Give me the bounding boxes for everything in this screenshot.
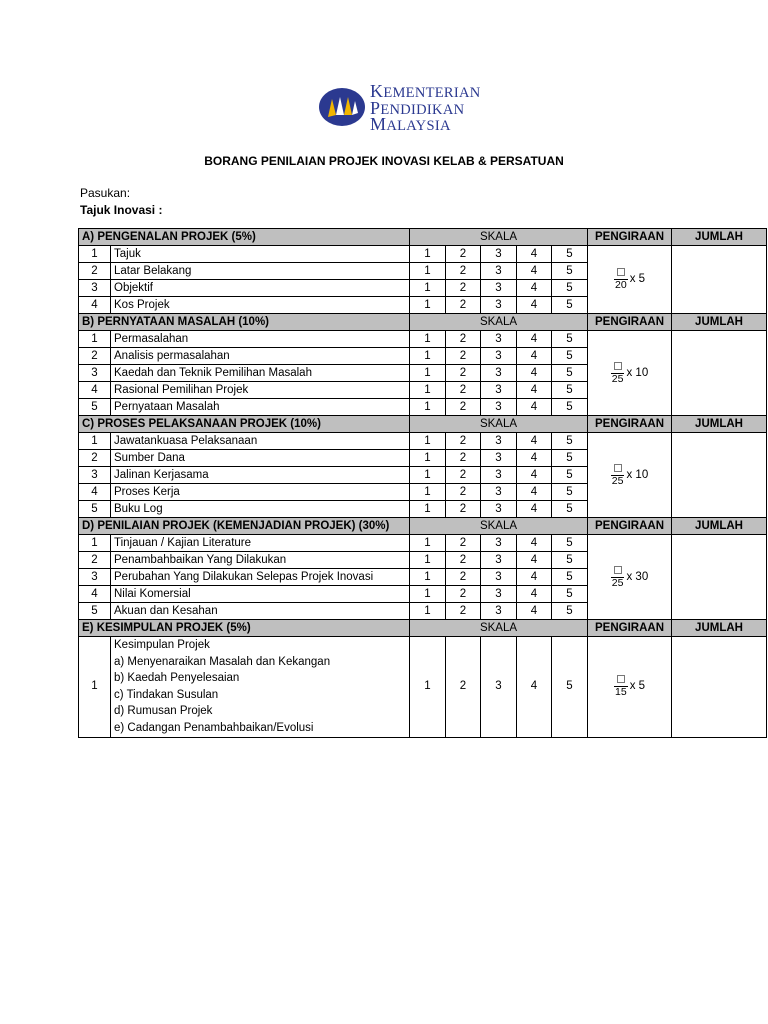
calculation-cell [588,331,672,416]
weight-multiplier: x 5 [629,680,646,693]
conclusion-item: e) Cadangan Penambahbaikan/Evolusi [114,721,314,734]
form-title: BORANG PENILAIAN PROJEK INOVASI KELAB & PERSATUAN [204,154,564,168]
scale-header: SKALA [410,620,588,637]
section-title: A) PENGENALAN PROJEK (5%) [79,229,410,246]
scale-option[interactable]: 4 [517,433,552,450]
calculation-header: PENGIRAAN [588,620,672,637]
scale-option[interactable]: 4 [517,348,552,365]
scale-option[interactable]: 5 [552,348,588,365]
evaluation-table [78,228,767,738]
weight-multiplier: x 10 [626,468,649,481]
calculation-header: PENGIRAAN [588,229,672,246]
scale-option[interactable]: 5 [552,467,588,484]
scale-option[interactable]: 1 [410,399,446,416]
scale-option[interactable]: 2 [446,297,481,314]
score-fraction [614,675,628,698]
weight-multiplier: x 30 [626,570,649,583]
criterion-number: 2 [79,263,111,280]
scale-option[interactable]: 1 [410,450,446,467]
criterion-number: 1 [79,246,111,263]
scale-option[interactable]: 3 [481,399,517,416]
scale-option[interactable]: 2 [446,501,481,518]
total-cell[interactable] [672,331,767,416]
score-fraction [611,566,625,589]
ministry-emblem-icon [318,87,366,127]
scale-option[interactable]: 3 [481,365,517,382]
criterion-number: 4 [79,382,111,399]
scale-header: SKALA [410,229,588,246]
scale-option[interactable]: 3 [481,603,517,620]
team-field-label: Pasukan: [80,186,131,200]
total-cell[interactable] [672,637,767,738]
scale-option[interactable]: 3 [481,586,517,603]
scale-option[interactable]: 4 [517,297,552,314]
scale-option[interactable]: 1 [410,535,446,552]
scale-option[interactable]: 1 [410,552,446,569]
scale-option[interactable]: 1 [410,331,446,348]
criterion-number: 5 [79,501,111,518]
scale-option[interactable]: 1 [410,501,446,518]
criterion-number: 3 [79,365,111,382]
conclusion-item: d) Rumusan Projek [114,705,213,718]
ministry-name: KEMENTERIAN PENDIDIKAN MALAYSIA [370,81,481,134]
scale-option[interactable]: 3 [481,552,517,569]
scale-option[interactable]: 5 [552,501,588,518]
scale-option[interactable]: 5 [552,280,588,297]
criterion-number: 4 [79,484,111,501]
fraction-denominator: 25 [611,372,624,385]
scale-option[interactable]: 4 [517,586,552,603]
scale-option[interactable]: 4 [517,280,552,297]
scale-option[interactable]: 4 [517,467,552,484]
scale-option[interactable]: 1 [410,382,446,399]
scale-option[interactable]: 4 [517,365,552,382]
score-blank-box [617,268,625,276]
scale-option[interactable]: 4 [517,603,552,620]
calculation-header: PENGIRAAN [588,518,672,535]
scale-option[interactable]: 1 [410,246,446,263]
criterion-label: Penambahbaikan Yang Dilakukan [111,552,410,569]
scale-option[interactable]: 2 [446,433,481,450]
scale-option[interactable]: 3 [481,280,517,297]
scale-option[interactable]: 3 [481,433,517,450]
criterion-number: 1 [79,331,111,348]
scale-option[interactable]: 4 [517,637,552,738]
score-fraction [611,464,625,487]
scale-option[interactable]: 3 [481,501,517,518]
total-header: JUMLAH [672,518,767,535]
criterion-label: Tajuk [111,246,410,263]
criterion-label: Rasional Pemilihan Projek [111,382,410,399]
fraction-denominator: 25 [611,576,624,589]
calculation-cell [588,535,672,620]
scale-option[interactable]: 2 [446,450,481,467]
weight-multiplier: x 10 [626,366,649,379]
scale-option[interactable]: 1 [410,365,446,382]
scale-option[interactable]: 2 [446,586,481,603]
scale-option[interactable]: 5 [552,331,588,348]
section-header-e [79,620,767,637]
criterion-row [79,331,767,348]
scale-option[interactable]: 1 [410,263,446,280]
ministry-logo [318,81,508,136]
criterion-number: 1 [79,433,111,450]
total-header: JUMLAH [672,314,767,331]
scale-option[interactable]: 5 [552,637,588,738]
calculation-cell [588,637,672,738]
total-header: JUMLAH [672,620,767,637]
criterion-number: 2 [79,450,111,467]
criterion-label: Objektif [111,280,410,297]
score-blank-box [614,362,622,370]
total-cell[interactable] [672,433,767,518]
calculation-cell [588,433,672,518]
scale-option[interactable]: 5 [552,263,588,280]
scale-option[interactable]: 4 [517,484,552,501]
scale-option[interactable]: 4 [517,246,552,263]
score-blank-box [614,464,622,472]
criterion-label: Permasalahan [111,331,410,348]
scale-option[interactable]: 4 [517,399,552,416]
conclusion-item: Kesimpulan Projek [114,639,210,651]
scale-option[interactable]: 1 [410,297,446,314]
total-cell[interactable] [672,246,767,314]
scale-option[interactable]: 2 [446,382,481,399]
scale-option[interactable]: 2 [446,484,481,501]
calculation-header: PENGIRAAN [588,416,672,433]
scale-option[interactable]: 3 [481,382,517,399]
criterion-number: 2 [79,348,111,365]
scale-option[interactable]: 1 [410,280,446,297]
scale-option[interactable]: 5 [552,484,588,501]
criterion-label: Pernyataan Masalah [111,399,410,416]
scale-option[interactable]: 2 [446,637,481,738]
scale-option[interactable]: 2 [446,603,481,620]
scale-option[interactable]: 5 [552,365,588,382]
scale-option[interactable]: 3 [481,450,517,467]
section-header-d [79,518,767,535]
conclusion-item: a) Menyenaraikan Masalah dan Kekangan [114,655,331,668]
criterion-label: Jawatankuasa Pelaksanaan [111,433,410,450]
total-header: JUMLAH [672,416,767,433]
criterion-number: 1 [79,535,111,552]
section-title: C) PROSES PELAKSANAAN PROJEK (10%) [79,416,410,433]
scale-option[interactable]: 1 [410,348,446,365]
scale-option[interactable]: 5 [552,586,588,603]
scale-option[interactable]: 2 [446,280,481,297]
scale-option[interactable]: 5 [552,603,588,620]
weight-multiplier: x 5 [629,273,646,285]
section-header-a [79,229,767,246]
scale-option[interactable]: 1 [410,603,446,620]
criterion-number: 4 [79,297,111,314]
scale-option[interactable]: 4 [517,552,552,569]
scale-header: SKALA [410,518,588,535]
criterion-label: Proses Kerja [111,484,410,501]
fraction-denominator: 25 [611,474,624,487]
criterion-number: 2 [79,552,111,569]
scale-option[interactable]: 2 [446,535,481,552]
section-title: B) PERNYATAAN MASALAH (10%) [79,314,410,331]
scale-option[interactable]: 3 [481,297,517,314]
scale-option[interactable]: 4 [517,535,552,552]
scale-option[interactable]: 5 [552,433,588,450]
criterion-label: Tinjauan / Kajian Literature [111,535,410,552]
score-fraction [614,268,628,291]
criterion-row [79,433,767,450]
scale-header: SKALA [410,416,588,433]
section-title: E) KESIMPULAN PROJEK (5%) [79,620,410,637]
innovation-title-label: Tajuk Inovasi : [80,203,163,217]
criterion-number: 3 [79,569,111,586]
scale-option[interactable]: 4 [517,569,552,586]
scale-option[interactable]: 4 [517,501,552,518]
criterion-label [111,637,410,738]
scale-option[interactable]: 3 [481,246,517,263]
scale-option[interactable]: 2 [446,569,481,586]
scale-option[interactable]: 2 [446,348,481,365]
scale-option[interactable]: 4 [517,382,552,399]
score-fraction [611,362,625,385]
criterion-number: 4 [79,586,111,603]
criterion-label: Buku Log [111,501,410,518]
scale-option[interactable]: 5 [552,399,588,416]
total-header: JUMLAH [672,229,767,246]
scale-option[interactable]: 3 [481,331,517,348]
scale-option[interactable]: 4 [517,450,552,467]
scale-option[interactable]: 5 [552,450,588,467]
conclusion-item: c) Tindakan Susulan [114,688,219,701]
criterion-label: Analisis permasalahan [111,348,410,365]
score-blank-box [614,566,622,574]
conclusion-item: b) Kaedah Penyelesaian [114,672,240,685]
criterion-label: Kaedah dan Teknik Pemilihan Masalah [111,365,410,382]
scale-option[interactable]: 5 [552,297,588,314]
scale-option[interactable]: 2 [446,365,481,382]
calculation-cell [588,246,672,314]
calculation-header: PENGIRAAN [588,314,672,331]
scale-option[interactable]: 4 [517,263,552,280]
scale-option[interactable]: 5 [552,569,588,586]
scale-option[interactable]: 3 [481,484,517,501]
section-header-b [79,314,767,331]
criterion-label: Perubahan Yang Dilakukan Selepas Projek Inovasi [111,569,410,586]
scale-option[interactable]: 3 [481,535,517,552]
total-cell[interactable] [672,535,767,620]
scale-option[interactable]: 4 [517,331,552,348]
fraction-denominator: 20 [615,279,627,291]
criterion-label: Sumber Dana [111,450,410,467]
scale-option[interactable]: 5 [552,552,588,569]
criterion-number: 3 [79,467,111,484]
criterion-number: 5 [79,399,111,416]
scale-option[interactable]: 5 [552,382,588,399]
scale-option[interactable]: 2 [446,263,481,280]
criterion-row [79,246,767,263]
score-blank-box [617,675,625,683]
criterion-label: Kos Projek [111,297,410,314]
scale-option[interactable]: 2 [446,467,481,484]
criterion-row [79,637,767,738]
scale-header: SKALA [410,314,588,331]
scale-option[interactable]: 1 [410,637,446,738]
scale-option[interactable]: 1 [410,433,446,450]
scale-option[interactable]: 2 [446,246,481,263]
section-title: D) PENILAIAN PROJEK (KEMENJADIAN PROJEK) (30%) [79,518,410,535]
fraction-denominator: 15 [615,686,627,699]
scale-option[interactable]: 3 [481,467,517,484]
scale-option[interactable]: 3 [481,569,517,586]
scale-option[interactable]: 5 [552,535,588,552]
scale-option[interactable]: 5 [552,246,588,263]
criterion-label: Jalinan Kerjasama [111,467,410,484]
criterion-row [79,535,767,552]
section-header-c [79,416,767,433]
criterion-label: Akuan dan Kesahan [111,603,410,620]
criterion-number: 5 [79,603,111,620]
scale-option[interactable]: 3 [481,263,517,280]
criterion-number: 1 [79,637,111,738]
criterion-label: Latar Belakang [111,263,410,280]
scale-option[interactable]: 1 [410,586,446,603]
scale-option[interactable]: 3 [481,348,517,365]
criterion-label: Nilai Komersial [111,586,410,603]
scale-option[interactable]: 2 [446,399,481,416]
scale-option[interactable]: 3 [481,637,517,738]
scale-option[interactable]: 1 [410,569,446,586]
scale-option[interactable]: 1 [410,467,446,484]
scale-option[interactable]: 1 [410,484,446,501]
scale-option[interactable]: 2 [446,331,481,348]
criterion-number: 3 [79,280,111,297]
scale-option[interactable]: 2 [446,552,481,569]
